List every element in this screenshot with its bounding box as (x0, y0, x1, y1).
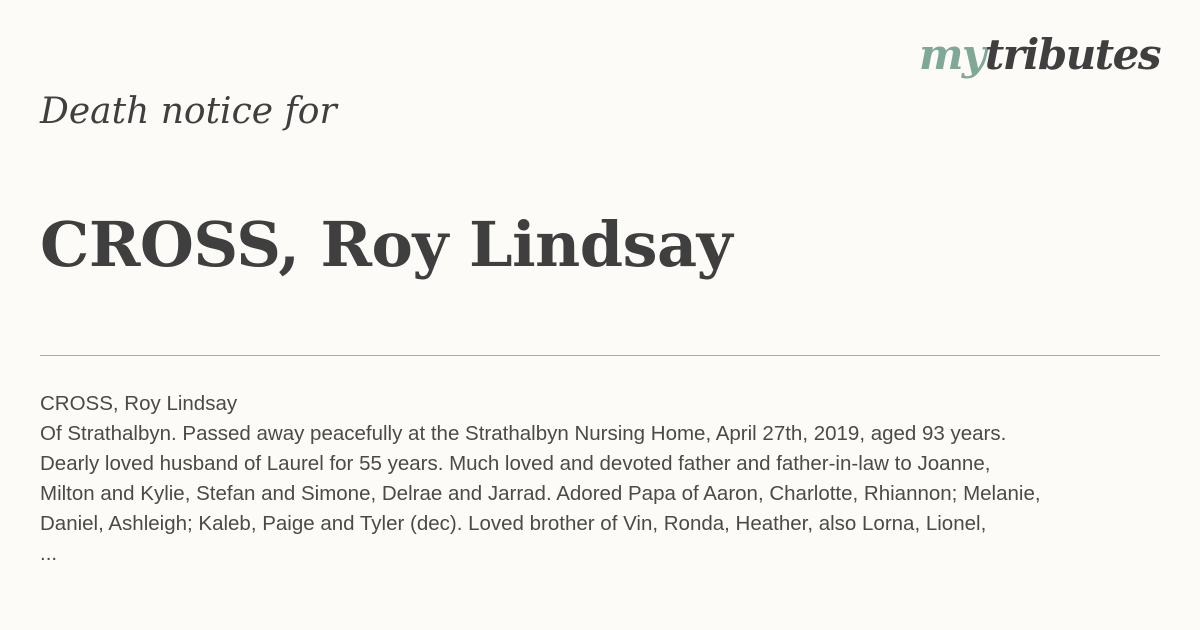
deceased-name: CROSS, Roy Lindsay (40, 208, 733, 281)
logo-tributes: tributes (984, 30, 1160, 79)
notice-line: Of Strathalbyn. Passed away peacefully at the Strathalbyn Nursing Home, April 27th, 2019, aged 93 years. (40, 422, 1007, 445)
notice-kicker: Death notice for (40, 91, 337, 132)
logo-my: my (918, 30, 985, 79)
notice-line: Dearly loved husband of Laurel for 55 years. Much loved and devoted father and father-in-law to Joanne, (40, 452, 991, 475)
notice-line: Daniel, Ashleigh; Kaleb, Paige and Tyler (dec). Loved brother of Vin, Ronda, Heather, also Lorna, Lionel, (40, 512, 987, 535)
notice-line: CROSS, Roy Lindsay (40, 392, 238, 415)
divider (40, 355, 1160, 356)
notice-text (40, 389, 1160, 569)
notice-ellipsis: ... (40, 542, 58, 565)
mytributes-logo[interactable] (918, 30, 1160, 79)
notice-line: Milton and Kylie, Stefan and Simone, Delrae and Jarrad. Adored Papa of Aaron, Charlotte, Rhiannon; Melanie, (40, 482, 1041, 505)
